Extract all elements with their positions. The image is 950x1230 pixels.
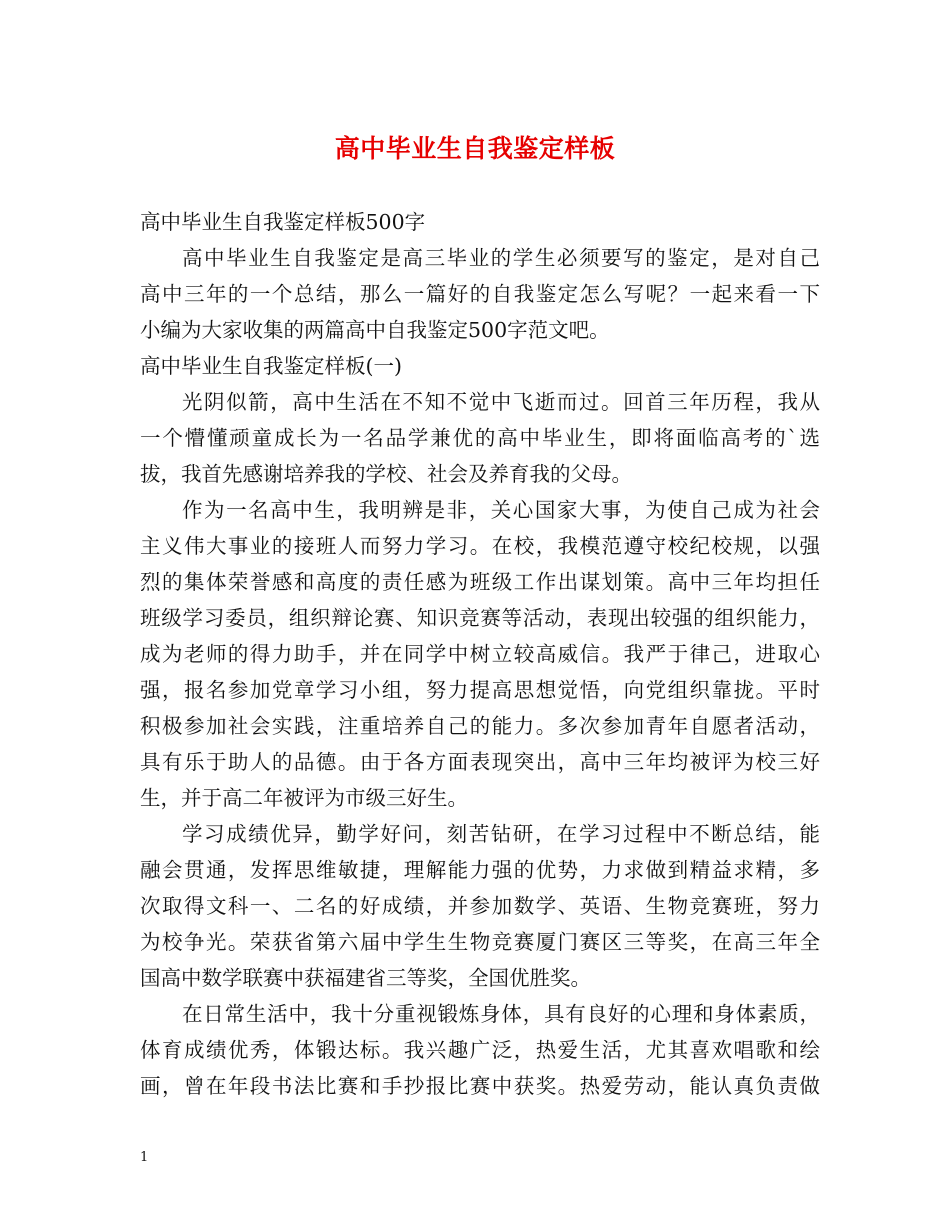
text-line: 学习成绩优异，勤学好问，刻苦钻研，在学习过程中不断总结，能 (182, 822, 820, 846)
text-line: 光阴似箭，高中生活在不知不觉中飞逝而过。回首三年历程，我从 (182, 390, 820, 414)
text-line: 在日常生活中，我十分重视锻炼身体，具有良好的心理和身体素质， (182, 1002, 820, 1026)
text-line: 国高中数学联赛中获福建省三等奖，全国优胜奖。 (140, 966, 591, 990)
document-body (140, 204, 820, 1104)
text-line: 一个懵懂顽童成长为一名品学兼优的高中毕业生，即将面临高考的`选 (140, 426, 820, 450)
text-line: 画，曾在年段书法比赛和手抄报比赛中获奖。热爱劳动，能认真负责做 (140, 1074, 820, 1098)
text-line: 为校争光。荣获省第六届中学生生物竞赛厦门赛区三等奖，在高三年全 (140, 930, 820, 954)
text-line: 拔，我首先感谢培养我的学校、社会及养育我的父母。 (140, 462, 632, 486)
text-line: 次取得文科一、二名的好成绩，并参加数学、英语、生物竞赛班，努力 (140, 894, 820, 918)
text-line: 班级学习委员，组织辩论赛、知识竞赛等活动，表现出较强的组织能力， (140, 606, 820, 630)
text-line: 主义伟大事业的接班人而努力学习。在校，我模范遵守校纪校规，以强 (140, 534, 820, 558)
page-number: 1 (140, 1150, 149, 1165)
text-line: 高中毕业生自我鉴定样板500字 (140, 210, 426, 234)
text-line: 强，报名参加党章学习小组，努力提高思想觉悟，向党组织靠拢。平时 (140, 678, 820, 702)
text-line: 作为一名高中生，我明辨是非，关心国家大事，为使自己成为社会 (182, 498, 820, 522)
text-line: 烈的集体荣誉感和高度的责任感为班级工作出谋划策。高中三年均担任 (140, 570, 820, 594)
text-line: 高中毕业生自我鉴定是高三毕业的学生必须要写的鉴定，是对自己 (182, 246, 820, 270)
text-line: 具有乐于助人的品德。由于各方面表现突出，高中三年均被评为校三好 (140, 750, 820, 774)
text-line: 小编为大家收集的两篇高中自我鉴定500字范文吧。 (140, 318, 610, 342)
document-title: 高中毕业生自我鉴定样板 (334, 134, 616, 163)
text-line: 成为老师的得力助手，并在同学中树立较高威信。我严于律己，进取心 (140, 642, 820, 666)
text-line: 融会贯通，发挥思维敏捷，理解能力强的优势，力求做到精益求精，多 (140, 858, 820, 882)
text-line: 生，并于高二年被评为市级三好生。 (140, 786, 468, 810)
text-line: 高中毕业生自我鉴定样板(一) (140, 354, 402, 378)
text-line: 积极参加社会实践，注重培养自己的能力。多次参加青年自愿者活动， (140, 714, 820, 738)
text-line: 高中三年的一个总结，那么一篇好的自我鉴定怎么写呢？一起来看一下 (140, 282, 820, 306)
text-line: 体育成绩优秀，体锻达标。我兴趣广泛，热爱生活，尤其喜欢唱歌和绘 (140, 1038, 820, 1062)
